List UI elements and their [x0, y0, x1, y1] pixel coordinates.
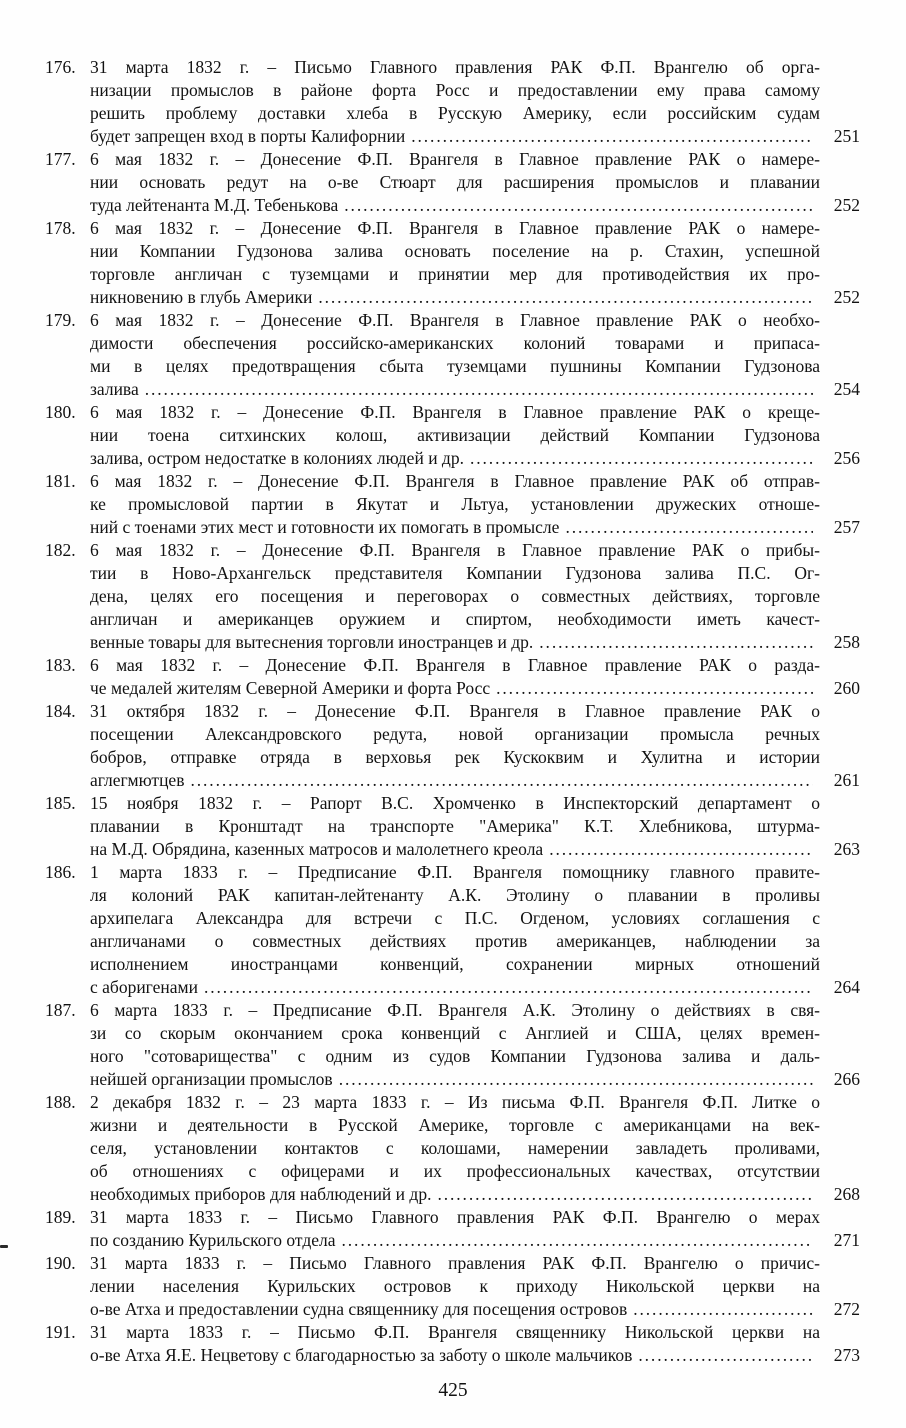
entry-body: [90, 1206, 860, 1252]
toc-line: нии тоена ситхинских колош, активизации действий Компании Гудзонова: [90, 425, 820, 445]
toc-entry: [45, 148, 860, 217]
toc-line-last: [90, 1183, 860, 1206]
toc-line-last: [90, 286, 860, 309]
toc-line: об отношениях с офицерами и их профессиональных качествах, отсутствии: [90, 1161, 820, 1181]
entry-page-number: 273: [833, 1345, 860, 1365]
toc-line-text: венные товары для вытеснения торговли иностранцев и др.: [90, 632, 534, 652]
toc-line-text: туда лейтенанта М.Д. Тебенькова: [90, 195, 339, 215]
toc-line-text: никновению в глубь Америки: [90, 287, 313, 307]
toc-entry: [45, 700, 860, 792]
dot-leader: [190, 769, 813, 792]
toc-line: 1 марта 1833 г. – Предписание Ф.П. Врангеля помощнику главного правите-: [90, 862, 820, 882]
entry-page-number: 256: [833, 448, 860, 468]
entry-body: [90, 148, 860, 217]
entry-body: [90, 1091, 860, 1206]
toc-entry: [45, 792, 860, 861]
toc-line: нии основать редут на о-ве Стюарт для расширения промыслов и плавании: [90, 172, 820, 192]
toc-line-last: [90, 976, 860, 999]
toc-line: 6 мая 1832 г. – Донесение Ф.П. Врангеля в Главное правление РАК о прибы-: [90, 540, 820, 560]
entry-page-number: 252: [833, 287, 860, 307]
dot-leader: [565, 516, 813, 539]
toc-line: посещении Александровского редута, новой организации промысла речных: [90, 724, 820, 744]
toc-line-text: о-ве Атха и предоставлении судна священнику для посещения островов: [90, 1299, 628, 1319]
entry-number: 178.: [45, 218, 76, 238]
toc-line-text: на М.Д. Обрядина, казенных матросов и малолетнего креола: [90, 839, 544, 859]
toc-line: ми в целях предотвращения сбыта туземцами пушнины Компании Гудзонова: [90, 356, 820, 376]
toc-line: 6 марта 1833 г. – Предписание Ф.П. Врангеля А.К. Этолину о действиях в свя-: [90, 1000, 820, 1020]
toc-line-text: будет запрещен вход в порты Калифорнии: [90, 126, 406, 146]
entry-number: 191.: [45, 1322, 76, 1342]
toc-line: 6 мая 1832 г. – Донесение Ф.П. Врангеля в Главное правление РАК о креще-: [90, 402, 820, 422]
entry-page-number: 258: [833, 632, 860, 652]
entry-number: 190.: [45, 1253, 76, 1273]
toc-line: исполнением иностранцами конвенций, сохранении мирных отношений: [90, 954, 820, 974]
toc-line-text: по созданию Курильского отдела: [90, 1230, 336, 1250]
entry-number: 188.: [45, 1092, 76, 1112]
entry-body: [90, 654, 860, 700]
toc-line-last: [90, 194, 860, 217]
entry-page-number: 251: [833, 126, 860, 146]
entry-number: 182.: [45, 540, 76, 560]
entry-page-number: 272: [833, 1299, 860, 1319]
page-number-footer: [0, 1379, 906, 1403]
entry-number: 176.: [45, 57, 76, 77]
toc-line: 31 марта 1832 г. – Письмо Главного правления РАК Ф.П. Врангелю об орга-: [90, 57, 820, 77]
dot-leader: [342, 1229, 814, 1252]
entry-number: 177.: [45, 149, 76, 169]
toc-line-last: [90, 125, 860, 148]
dot-leader: [496, 677, 813, 700]
toc-line-last: [90, 1229, 860, 1252]
entry-body: [90, 999, 860, 1091]
toc-line-last: [90, 769, 860, 792]
toc-list: [45, 56, 860, 1367]
toc-entry: [45, 999, 860, 1091]
entry-page-number: 263: [833, 839, 860, 859]
toc-line: ля колоний РАК капитан-лейтенанту А.К. Этолину о плавании в проливы: [90, 885, 820, 905]
toc-line-text: нейшей организации промыслов: [90, 1069, 333, 1089]
page-number: 425: [438, 1380, 468, 1401]
entry-body: [90, 1252, 860, 1321]
toc-line-text: ний с тоенами этих мест и готовности их помогать в промысле: [90, 517, 560, 537]
entry-page-number: 271: [833, 1230, 860, 1250]
entry-body: [90, 56, 860, 148]
toc-entry: [45, 1321, 860, 1367]
toc-line-text: залива, остром недостатке в колониях людей и др.: [90, 448, 464, 468]
toc-line: 6 мая 1832 г. – Донесение Ф.П. Врангеля в Главное правление РАК о намере-: [90, 149, 820, 169]
toc-entry: [45, 1252, 860, 1321]
entry-number: 184.: [45, 701, 76, 721]
toc-line: ного "сотоварищества" с одним из судов Компании Гудзонова залива и даль-: [90, 1046, 820, 1066]
toc-line-text: необходимых приборов для наблюдений и др.: [90, 1184, 432, 1204]
toc-line: жизни и деятельности в Русской Америке, торговле с американцами на век-: [90, 1115, 820, 1135]
toc-line: димости обеспечения российско-американских колоний товарами и припаса-: [90, 333, 820, 353]
toc-line-text: о-ве Атха Я.Е. Нецветову с благодарностью за заботу о школе мальчиков: [90, 1345, 633, 1365]
toc-line: торговле англичан с туземцами и принятии мер для противодействия их про-: [90, 264, 820, 284]
entry-body: [90, 792, 860, 861]
entry-page-number: 261: [833, 770, 860, 790]
toc-line: лении населения Курильских островов к приходу Никольской церкви на: [90, 1276, 820, 1296]
toc-line: 31 октября 1832 г. – Донесение Ф.П. Врангеля в Главное правление РАК о: [90, 701, 820, 721]
toc-line-last: [90, 516, 860, 539]
toc-line-text: с аборигенами: [90, 977, 198, 997]
entry-page-number: 257: [833, 517, 860, 537]
entry-body: [90, 1321, 860, 1367]
entry-page-number: 252: [833, 195, 860, 215]
toc-line-text: залива: [90, 379, 139, 399]
entry-page-number: 268: [833, 1184, 860, 1204]
entry-body: [90, 861, 860, 999]
toc-entry: [45, 401, 860, 470]
toc-line: решить проблему доставки хлеба в Русскую Америку, если российским судам: [90, 103, 820, 123]
toc-line-text: аглегмютцев: [90, 770, 185, 790]
toc-line-last: [90, 1298, 860, 1321]
toc-line: дена, целях его посещения и переговорах о совместных действиях, торговле: [90, 586, 820, 606]
entry-page-number: 266: [833, 1069, 860, 1089]
dot-leader: [204, 976, 813, 999]
toc-line: 31 марта 1833 г. – Письмо Главного правления РАК Ф.П. Врангелю о причис-: [90, 1253, 820, 1273]
toc-line-last: [90, 631, 860, 654]
toc-line: архипелага Александра для встречи с П.С. Огденом, условиях соглашения с: [90, 908, 820, 928]
toc-line-last: [90, 838, 860, 861]
dot-leader: [539, 631, 813, 654]
toc-line: нии Компании Гудзонова залива основать поселение на р. Стахин, успешной: [90, 241, 820, 261]
entry-body: [90, 700, 860, 792]
entry-number: 185.: [45, 793, 76, 813]
toc-entry: [45, 861, 860, 999]
entry-page-number: 264: [833, 977, 860, 997]
entry-number: 181.: [45, 471, 76, 491]
entry-body: [90, 470, 860, 539]
toc-line-last: [90, 1068, 860, 1091]
entry-number: 187.: [45, 1000, 76, 1020]
entry-body: [90, 309, 860, 401]
toc-line: селя, установлении контактов с колошами, намерении завладеть проливами,: [90, 1138, 820, 1158]
entry-number: 179.: [45, 310, 76, 330]
toc-line: 6 мая 1832 г. – Донесение Ф.П. Врангеля в Главное правление РАК о разда-: [90, 655, 820, 675]
toc-line: 2 декабря 1832 г. – 23 марта 1833 г. – Из письма Ф.П. Врангеля Ф.П. Литке о: [90, 1092, 820, 1112]
toc-line: зи со скорым окончанием срока конвенций с Англией и США, целях времен-: [90, 1023, 820, 1043]
dot-leader: [437, 1183, 813, 1206]
toc-line-last: [90, 677, 860, 700]
toc-line: 31 марта 1833 г. – Письмо Главного правления РАК Ф.П. Врангелю о мерах: [90, 1207, 820, 1227]
entry-number: 189.: [45, 1207, 76, 1227]
toc-entry: [45, 654, 860, 700]
toc-entry: [45, 217, 860, 309]
toc-line-last: [90, 378, 860, 401]
entry-body: [90, 217, 860, 309]
entry-number: 186.: [45, 862, 76, 882]
toc-line: 15 ноября 1832 г. – Рапорт В.С. Хромченко в Инспекторский департамент о: [90, 793, 820, 813]
toc-line: 6 мая 1832 г. – Донесение Ф.П. Врангеля в Главное правление РАК об отправ-: [90, 471, 820, 491]
toc-entry: [45, 309, 860, 401]
dot-leader: [339, 1068, 813, 1091]
entry-body: [90, 539, 860, 654]
toc-line: ке промысловой партии в Якутат и Льтуа, установлении дружеских отноше-: [90, 494, 820, 514]
toc-line-last: [90, 447, 860, 470]
toc-line: 6 мая 1832 г. – Донесение Ф.П. Врангеля в Главное правление РАК о намере-: [90, 218, 820, 238]
toc-line: 6 мая 1832 г. – Донесение Ф.П. Врангеля в Главное правление РАК о необхо-: [90, 310, 820, 330]
entry-number: 180.: [45, 402, 76, 422]
toc-entry: [45, 56, 860, 148]
toc-line-text: че медалей жителям Северной Америки и форта Росс: [90, 678, 491, 698]
entry-body: [90, 401, 860, 470]
toc-line: 31 марта 1833 г. – Письмо Ф.П. Врангеля священнику Никольской церкви на: [90, 1322, 820, 1342]
toc-line: англичан и американцев оружием и спиртом, необходимости иметь качест-: [90, 609, 820, 629]
toc-line: англичанами о совместных действиях против американцев, наблюдении за: [90, 931, 820, 951]
toc-line: тии в Ново-Архангельск представителя Компании Гудзонова залива П.С. Ог-: [90, 563, 820, 583]
toc-line: низации промыслов в районе форта Росс и предоставлении ему права самому: [90, 80, 820, 100]
toc-entry: [45, 470, 860, 539]
toc-entry: [45, 1206, 860, 1252]
toc-entry: [45, 539, 860, 654]
entry-page-number: 260: [833, 678, 860, 698]
dot-leader: [145, 378, 813, 401]
entry-page-number: 254: [833, 379, 860, 399]
dot-leader: [638, 1344, 813, 1367]
toc-entry: [45, 1091, 860, 1206]
scan-artifact: [0, 1245, 8, 1248]
dot-leader: [318, 286, 813, 309]
dot-leader: [549, 838, 813, 861]
toc-line: плавании в Кронштадт на транспорте "Америка" К.Т. Хлебникова, штурма-: [90, 816, 820, 836]
entry-number: 183.: [45, 655, 76, 675]
toc-line: бобров, отправке отряда в верховья рек Кускоквим и Хулитна и истории: [90, 747, 820, 767]
dot-leader: [470, 447, 813, 470]
dot-leader: [411, 125, 813, 148]
dot-leader: [344, 194, 813, 217]
dot-leader: [633, 1298, 813, 1321]
toc-line-last: [90, 1344, 860, 1367]
